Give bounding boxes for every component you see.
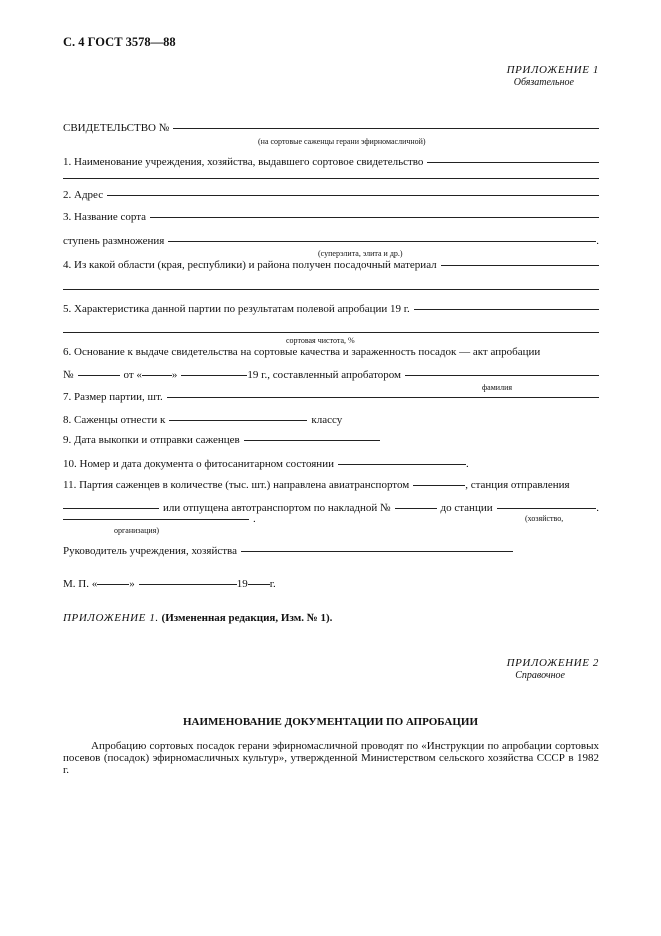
- item4-label: 4. Из какой области (края, республики) и района получен посадочный материал: [63, 259, 437, 271]
- address-field[interactable]: [107, 195, 599, 196]
- item1-field[interactable]: [427, 162, 599, 163]
- mp-day-field[interactable]: [97, 584, 129, 585]
- item6-from-label: от «: [123, 369, 142, 381]
- item9-row: [63, 434, 380, 446]
- item1-row: [63, 156, 599, 168]
- destination-station-field[interactable]: [497, 508, 597, 509]
- appendix2-title: НАИМЕНОВАНИЕ ДОКУМЕНТАЦИИ ПО АПРОБАЦИИ: [182, 716, 479, 728]
- stage-label: ступень размножения: [63, 235, 165, 247]
- item10-row: 10. Номер и дата документа о фитосанитарном состоянии .: [63, 458, 469, 470]
- page-code: С. 4 ГОСТ 3578—88: [63, 35, 176, 49]
- item11-row-a: [63, 479, 599, 491]
- item5-label: 5. Характеристика данной партии по результатам полевой апробации 19 г.: [63, 303, 410, 315]
- appendix2-note: Справочное: [515, 670, 565, 681]
- item11-label-e: .: [596, 502, 599, 514]
- item1-field-continued[interactable]: [63, 178, 599, 179]
- batch-size-field[interactable]: [167, 397, 599, 398]
- act-number-field[interactable]: [78, 375, 120, 376]
- sub-org: организация): [114, 526, 160, 535]
- certificate-number-field[interactable]: [173, 128, 599, 129]
- appendix1-note: Обязательное: [513, 77, 574, 88]
- item10-label: 10. Номер и дата документа о фитосанитарном состоянии: [63, 458, 334, 470]
- act-day-field[interactable]: [142, 375, 172, 376]
- item7-label: 7. Размер партии, шт.: [63, 391, 163, 403]
- stage-field[interactable]: [168, 241, 596, 242]
- certificate-row: [63, 122, 599, 134]
- item11-label-a: 11. Партия саженцев в количестве (тыс. шт.) направлена авиатранспортом: [63, 479, 410, 491]
- stage-row: ступень размножения .: [63, 235, 599, 247]
- item6-label: 6. Основание к выдаче свидетельства на сортовые качества и зараженность посадок — акт апробации: [63, 346, 541, 358]
- mp-row: [63, 578, 276, 590]
- surname-sub: фамилия: [482, 383, 513, 392]
- item6-quote: »: [171, 369, 178, 381]
- origin-field[interactable]: [441, 265, 599, 266]
- item6-row: [63, 369, 599, 381]
- item5-row: [63, 303, 599, 315]
- item6-no-label: №: [63, 369, 74, 381]
- characteristic-field-continued[interactable]: [63, 332, 599, 333]
- appendix2-paragraph: Апробацию сортовых посадок герани эфирномасличной проводят по «Инструкции по апробации сортовых посевов (посадок) эфирномасличных культур», утвержденной Министерством сельского хозяйства СССР в 1982 г.: [63, 740, 599, 776]
- item11-row-c: .: [63, 513, 256, 525]
- mp-year-field[interactable]: [248, 584, 270, 585]
- appendix2-label: ПРИЛОЖЕНИЕ 2: [506, 657, 599, 669]
- head-label: Руководитель учреждения, хозяйства: [63, 545, 237, 557]
- variety-field[interactable]: [150, 217, 599, 218]
- item7-row: [63, 391, 599, 403]
- dig-date-field[interactable]: [244, 440, 380, 441]
- origin-field-continued[interactable]: [63, 289, 599, 290]
- appendix1-label: ПРИЛОЖЕНИЕ 1: [506, 64, 599, 76]
- recipient-field[interactable]: [63, 519, 249, 520]
- revision-note: [63, 612, 332, 624]
- item2-label: 2. Адрес: [63, 189, 104, 201]
- item1-label: 1. Наименование учреждения, хозяйства, выдавшего сортовое свидетельство: [63, 156, 424, 168]
- item8-tail: классу: [311, 414, 343, 426]
- item11-label-d: до станции: [440, 502, 493, 514]
- departure-station-field[interactable]: [63, 508, 159, 509]
- mp-year: 19: [236, 578, 248, 590]
- head-row: [63, 545, 513, 557]
- item8-label: 8. Саженцы отнести к: [63, 414, 166, 426]
- item8-row: [63, 414, 342, 426]
- item3-row: [63, 211, 599, 223]
- class-field[interactable]: [169, 420, 307, 421]
- certificate-sub: (на сортовые саженцы герани эфирномасличной): [258, 137, 426, 146]
- characteristic-field[interactable]: [414, 309, 599, 310]
- act-month-field[interactable]: [181, 375, 247, 376]
- waybill-number-field[interactable]: [395, 508, 437, 509]
- head-signature-field[interactable]: [241, 551, 513, 552]
- stage-sub: (суперэлита, элита и др.): [318, 249, 403, 258]
- mp-quote: »: [129, 578, 135, 590]
- air-quantity-field[interactable]: [413, 485, 465, 486]
- revision-italic: ПРИЛОЖЕНИЕ 1.: [63, 612, 159, 624]
- certificate-label: СВИДЕТЕЛЬСТВО №: [63, 122, 170, 134]
- purity-sub: сортовая чистота, %: [286, 336, 355, 345]
- sub-farm: (хозяйство,: [525, 514, 564, 523]
- item2-row: [63, 189, 599, 201]
- mp-label: М. П. «: [63, 578, 98, 590]
- item6-year-label: 19 г., составленный апробатором: [247, 369, 402, 381]
- approbator-field[interactable]: [405, 375, 599, 376]
- item11-label-c: или отпущена автотранспортом по накладной №: [163, 502, 391, 514]
- revision-bold: (Измененная редакция, Изм. № 1).: [161, 612, 333, 624]
- mp-month-field[interactable]: [139, 584, 237, 585]
- item3-label: 3. Название сорта: [63, 211, 147, 223]
- mp-g: г.: [269, 578, 276, 590]
- item9-label: 9. Дата выкопки и отправки саженцев: [63, 434, 240, 446]
- item11-label-b: , станция отправления: [465, 479, 570, 491]
- item4-row: [63, 259, 599, 271]
- phyto-doc-field[interactable]: [338, 464, 466, 465]
